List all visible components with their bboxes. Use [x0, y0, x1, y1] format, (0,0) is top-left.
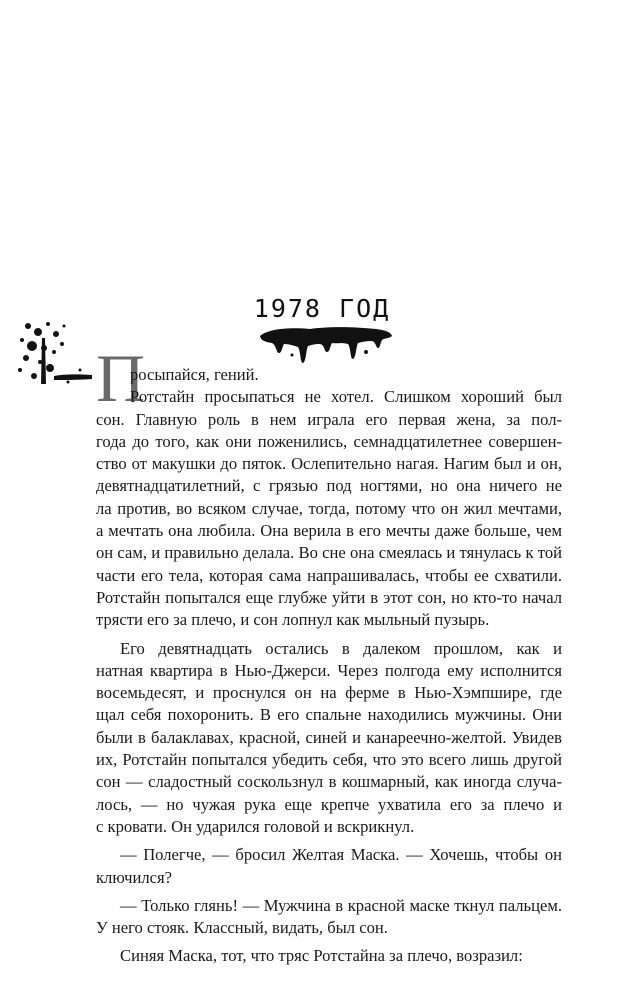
- text-line: восемьдесят, и проснулся он на ферме в Нью-Хэмпшире, где: [96, 683, 562, 703]
- text-line: росыпайся, гений.: [130, 365, 259, 384]
- text-line: а мечтать она любила. Она верила в его мечты даже больше, чем: [96, 521, 562, 541]
- text-line: сон — сладостный соскользнул в кошмарный, как иногда случа-: [96, 772, 562, 792]
- text-line: девятнадцатилетний, с грязью под ногтями, но она ничего не: [96, 476, 562, 496]
- text-line: Ротстайн просыпаться не хотел. Слишком хороший был: [130, 387, 562, 407]
- text-line: У него стояк. Классный, видать, был сон.: [96, 918, 388, 938]
- text-line: ла против, во всяком случае, тогда, потому что он жил мечтами,: [96, 498, 562, 518]
- ink-drip-ornament: [258, 322, 394, 364]
- drop-cap: П: [96, 340, 146, 416]
- text-line: лось, — но чужая рука еще крепче ухватила его за плечо и: [96, 794, 562, 814]
- text-line: ключился?: [96, 867, 172, 887]
- text-line: части его тела, которая сама напрашивалась, чтобы ее схватили.: [96, 565, 562, 585]
- chapter-body-text: [96, 364, 562, 968]
- text-line: ство от макушки до пяток. Ослепительно нагая. Нагим был и он,: [96, 454, 562, 474]
- text-line: Его девятнадцать остались в далеком прошлом, как и: [120, 638, 562, 658]
- text-line: года до того, как они поженились, семнадцатилетнее совершен-: [96, 431, 562, 451]
- text-line: Синяя Маска, тот, что тряс Ротстайна за плечо, возразил:: [120, 946, 523, 966]
- text-line: — Только глянь! — Мужчина в красной маске ткнул пальцем.: [120, 895, 562, 915]
- text-line: были в балаклавах, красной, синей и канареечно-желтой. Увидев: [96, 727, 562, 747]
- text-line: он сам, и правильно делала. Во сне она смеялась и тянулась к той: [96, 543, 562, 563]
- text-line: — Полегче, — бросил Желтая Маска. — Хочешь, чтобы он: [120, 845, 562, 865]
- text-line: натная квартира в Нью-Джерси. Через полгода ему исполнится: [96, 660, 562, 680]
- text-line: их, Ротстайн попытался убедить себя, что это всего лишь другой: [96, 750, 562, 770]
- text-line: с кровати. Он ударился головой и вскрикнул.: [96, 816, 415, 836]
- text-line: трясти его за плечо, и сон лопнул как мыльный пузырь.: [96, 610, 490, 630]
- chapter-title: 1978 ГОД: [253, 294, 391, 323]
- text-line: щал себя похоронить. В его спальне находились мужчины. Они: [96, 705, 562, 725]
- text-line: сон. Главную роль в нем играла его первая жена, за пол-: [96, 409, 562, 429]
- text-line: Ротстайн попытался еще глубже уйти в этот сон, но кто-то начал: [96, 587, 562, 607]
